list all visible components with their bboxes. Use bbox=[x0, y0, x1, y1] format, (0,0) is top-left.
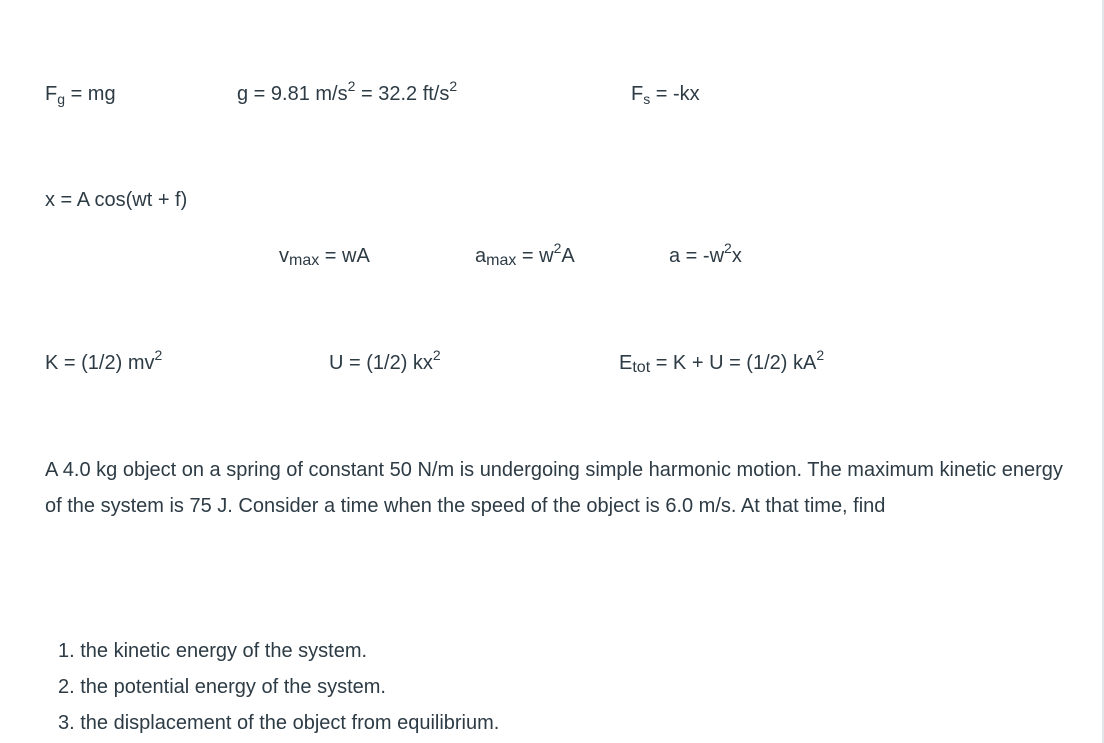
formula-rest: = -kx bbox=[650, 83, 700, 105]
formula-acceleration bbox=[669, 240, 742, 268]
formula-kinetic-energy bbox=[45, 347, 163, 375]
formula-part: = K + U = (1/2) kA bbox=[650, 352, 817, 374]
task-list bbox=[58, 633, 499, 741]
formula-symbol: F bbox=[45, 83, 58, 105]
formula-superscript: 2 bbox=[154, 347, 163, 363]
formula-spring-force bbox=[631, 82, 700, 106]
formula-superscript: 2 bbox=[449, 78, 458, 94]
formula-symbol: E bbox=[619, 352, 633, 374]
formula-symbol: a bbox=[475, 245, 487, 267]
formula-text: x = A cos(wt + f) bbox=[45, 189, 188, 211]
formula-gravity-force bbox=[45, 82, 116, 106]
formula-subscript: max bbox=[289, 252, 320, 269]
formula-rest: x bbox=[731, 245, 742, 267]
formula-superscript: 2 bbox=[347, 78, 356, 94]
formula-total-energy bbox=[619, 347, 825, 376]
formula-part: g = 9.81 m/s bbox=[237, 83, 348, 105]
formula-superscript: 2 bbox=[432, 347, 441, 363]
list-item: 2. the potential energy of the system. bbox=[58, 676, 386, 698]
formula-part: K = (1/2) mv bbox=[45, 352, 155, 374]
formula-part: U = (1/2) kx bbox=[329, 352, 433, 374]
formula-superscript: 2 bbox=[553, 240, 562, 256]
formula-rest: = wA bbox=[319, 245, 370, 267]
formula-superscript: 2 bbox=[816, 347, 825, 363]
formula-superscript: 2 bbox=[724, 240, 732, 256]
formula-gravity-constant bbox=[237, 78, 458, 106]
list-item: 1. the kinetic energy of the system. bbox=[58, 640, 368, 662]
formula-max-velocity bbox=[279, 244, 370, 268]
formula-subscript: s bbox=[643, 91, 651, 107]
formula-part: = w bbox=[516, 245, 554, 267]
formula-max-acceleration bbox=[475, 240, 575, 269]
formula-part: a = -w bbox=[669, 245, 725, 267]
formula-subscript: tot bbox=[632, 359, 651, 376]
formula-subscript: g bbox=[57, 91, 66, 107]
formula-potential-energy bbox=[329, 347, 441, 375]
formula-position bbox=[45, 188, 187, 212]
formula-symbol: v bbox=[279, 245, 289, 267]
problem-statement: A 4.0 kg object on a spring of constant 50 N/m is undergoing simple harmonic motion. The maximum kinetic energy of the system is 75 J. Consider a time when the speed of the object is 6.0 m/s. At that time, find bbox=[45, 459, 1063, 517]
formula-subscript: max bbox=[486, 252, 517, 269]
formula-symbol: F bbox=[631, 83, 644, 105]
formula-part: = 32.2 ft/s bbox=[355, 83, 450, 105]
formula-rest: = mg bbox=[65, 83, 116, 105]
formula-rest: A bbox=[561, 245, 575, 267]
list-item: 3. the displacement of the object from equilibrium. bbox=[58, 712, 500, 734]
